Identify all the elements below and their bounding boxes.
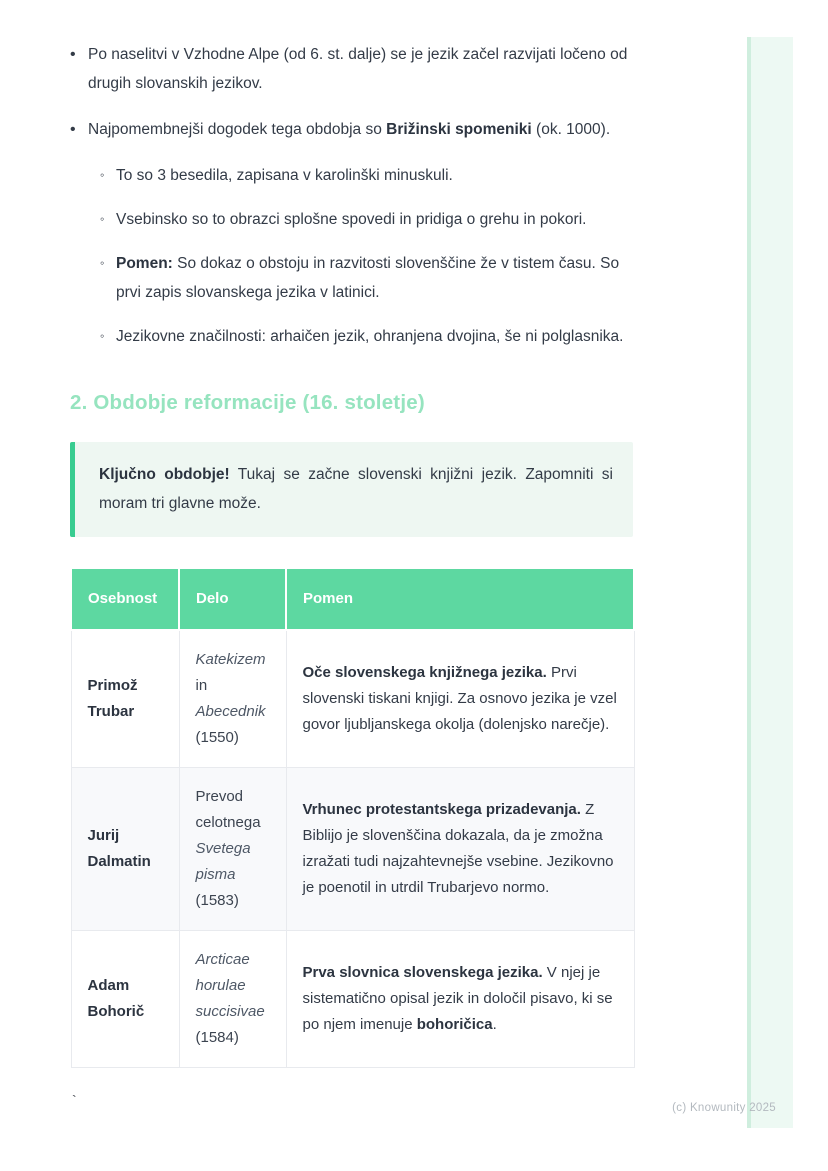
bullet-text: Najpomembnejši dogodek tega obdobja so Brižinski spomeniki (ok. 1000).	[88, 121, 611, 138]
bullet-text: Po naselitvi v Vzhodne Alpe (od 6. st. dalje) se je jezik začel razvijati ločeno od drugih slovanskih jezikov.	[88, 46, 628, 92]
sub-bullet-item	[100, 205, 633, 234]
table-body	[71, 630, 634, 1068]
sub-bullet-marker-icon: ◦	[100, 168, 105, 182]
stray-backtick: `	[72, 1092, 77, 1108]
bullet-marker-icon: •	[70, 121, 76, 138]
sub-bullet-item	[100, 161, 633, 190]
table-cell-osebnost: Primož Trubar	[71, 630, 179, 768]
table-cell-pomen: Oče slovenskega knjižnega jezika. Prvi slovenski tiskani knjigi. Za osnovo jezika je vzel govor ljubljanskega okolja (dolenjsko narečje).	[286, 630, 634, 768]
table-row	[71, 931, 634, 1068]
table-row	[71, 630, 634, 768]
table-cell-pomen: Vrhunec protestantskega prizadevanja. Z Biblijo je slovenščina dokazala, da je zmožna izražati tudi najzahtevnejše vsebine. Jezikovno je poenotil in utrdil Trubarjevo normo.	[286, 768, 634, 931]
persons-table	[70, 567, 635, 1068]
sub-bullet-item	[100, 249, 633, 307]
document-content	[70, 40, 633, 1108]
bullet-text: Jezikovne značilnosti: arhaičen jezik, ohranjena dvojina, še ni polglasnika.	[116, 328, 624, 345]
sub-bullet-marker-icon: ◦	[100, 329, 105, 343]
table-row	[71, 768, 634, 931]
bullet-marker-icon: •	[70, 46, 76, 63]
bullet-item	[70, 115, 633, 144]
sub-bullet-item	[100, 322, 633, 351]
table-header-cell: Delo	[179, 568, 286, 630]
table-header-row	[71, 568, 634, 630]
sub-bullet-marker-icon: ◦	[100, 256, 105, 270]
table-cell-delo: Arcticae horulae succisivae (1584)	[179, 931, 286, 1068]
table-header-cell: Pomen	[286, 568, 634, 630]
footer-copyright: (c) Knowunity 2025	[672, 1102, 776, 1114]
table-cell-osebnost: Jurij Dalmatin	[71, 768, 179, 931]
right-accent-bar	[747, 37, 793, 1128]
sub-bullet-marker-icon: ◦	[100, 212, 105, 226]
table-cell-delo: Katekizem in Abecednik (1550)	[179, 630, 286, 768]
table-cell-delo: Prevod celotnega Svetega pisma (1583)	[179, 768, 286, 931]
bullet-text: To so 3 besedila, zapisana v karolinški minuskuli.	[116, 167, 453, 184]
table-header-cell: Osebnost	[71, 568, 179, 630]
bullet-list	[70, 40, 633, 351]
bullet-item	[70, 40, 633, 98]
section-heading: 2. Obdobje reformacije (16. stoletje)	[70, 391, 425, 414]
bullet-text: Pomen: So dokaz o obstoju in razvitosti slovenščine že v tistem času. So prvi zapis slovanskega jezika v latinici.	[116, 255, 620, 301]
table-cell-osebnost: Adam Bohorič	[71, 931, 179, 1068]
callout-text: Ključno obdobje! Tukaj se začne slovenski knjižni jezik. Zapomniti si moram tri glavne može.	[99, 466, 613, 512]
table-cell-pomen: Prva slovnica slovenskega jezika. V njej je sistematično opisal jezik in določil pisavo, ki se po njem imenuje bohoričica.	[286, 931, 634, 1068]
callout-box	[70, 442, 633, 537]
bullet-text: Vsebinsko so to obrazci splošne spovedi in pridiga o grehu in pokori.	[116, 211, 587, 228]
